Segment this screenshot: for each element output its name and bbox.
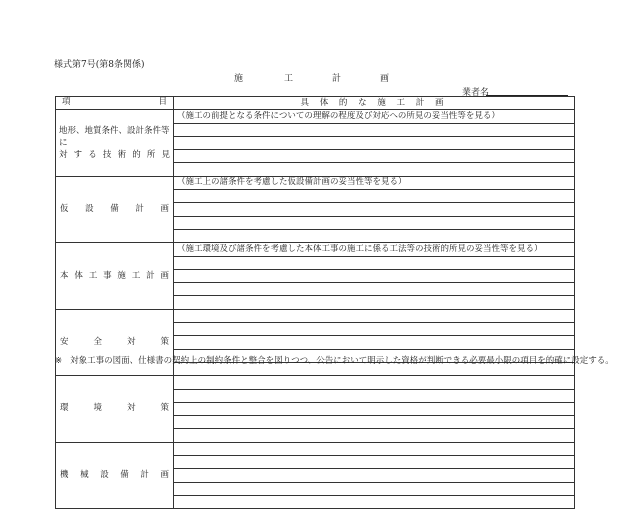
section-note-cell <box>174 176 575 189</box>
plan-entry-cell[interactable] <box>174 136 575 149</box>
plan-entry-cell[interactable] <box>174 482 575 495</box>
title-char: 画 <box>380 74 390 84</box>
plan-entry-cell[interactable] <box>174 150 575 163</box>
title-char: 計 <box>332 74 342 84</box>
plan-entry-cell[interactable] <box>174 336 575 349</box>
table-row <box>56 243 575 256</box>
table-row <box>56 309 575 322</box>
section-label-line: 地形、地質条件、設計条件等に <box>59 126 170 149</box>
section-label-line: 対する技術的所見 <box>59 150 170 161</box>
form-number: 様式第7号(第8条関係) <box>54 60 145 70</box>
section-note-cell <box>174 442 575 455</box>
table-body <box>56 110 575 509</box>
plan-entry-cell[interactable] <box>174 456 575 469</box>
plan-entry-cell[interactable] <box>174 402 575 415</box>
construction-plan-table <box>55 96 575 509</box>
title-char: 施 <box>234 74 244 84</box>
section-note: （施工環境及び諸条件を考慮した本体工事の施工に係る工法等の技術的所見の妥当性等を見る） <box>177 243 543 254</box>
plan-entry-cell[interactable] <box>174 495 575 508</box>
plan-entry-cell[interactable] <box>174 283 575 296</box>
section-label: 機械設備計画 <box>56 442 174 508</box>
plan-entry-cell[interactable] <box>174 429 575 442</box>
plan-entry-cell[interactable] <box>174 296 575 309</box>
section-label: 本体工事施工計画 <box>56 243 174 309</box>
section-label: 環境対策 <box>56 376 174 442</box>
section-note-cell <box>174 110 575 123</box>
table-header-row <box>56 97 575 110</box>
plan-entry-cell[interactable] <box>174 123 575 136</box>
plan-entry-cell[interactable] <box>174 203 575 216</box>
table-row <box>56 176 575 189</box>
vendor-label: 業者名 <box>462 88 490 98</box>
plan-entry-cell[interactable] <box>174 469 575 482</box>
section-note-cell <box>174 376 575 389</box>
section-label: 安全対策 <box>56 309 174 375</box>
plan-entry-cell[interactable] <box>174 163 575 176</box>
table-row <box>56 110 575 123</box>
table-row <box>56 376 575 389</box>
plan-entry-cell[interactable] <box>174 190 575 203</box>
plan-entry-cell[interactable] <box>174 323 575 336</box>
header-item <box>56 97 174 110</box>
header-item-end: 目 <box>158 97 167 108</box>
plan-entry-cell[interactable] <box>174 229 575 242</box>
section-label: 仮設備計画 <box>56 176 174 242</box>
header-item-start: 項 <box>62 97 71 108</box>
plan-entry-cell[interactable] <box>174 216 575 229</box>
footnote-text: 対象工事の図面、仕様書の契約上の制約条件と整合を図りつつ、公告において明示した資格が判断できる必要最小限の項目を的確に設定する。 <box>70 356 614 366</box>
header-plan: 具 体 的 な 施 工 計 画 <box>174 97 575 110</box>
footnote <box>55 354 614 366</box>
section-note-cell <box>174 243 575 256</box>
section-label <box>56 110 174 176</box>
plan-entry-cell[interactable] <box>174 389 575 402</box>
table-row <box>56 442 575 455</box>
section-note: （施工の前提となる条件についての理解の程度及び対応への所見の妥当性等を見る） <box>177 110 500 121</box>
title-char: 工 <box>284 74 294 84</box>
section-note: （施工上の諸条件を考慮した仮設備計画の妥当性等を見る） <box>177 177 407 188</box>
plan-entry-cell[interactable] <box>174 256 575 269</box>
section-note-cell <box>174 309 575 322</box>
plan-entry-cell[interactable] <box>174 416 575 429</box>
footnote-mark: ※ <box>55 356 63 366</box>
plan-entry-cell[interactable] <box>174 269 575 282</box>
